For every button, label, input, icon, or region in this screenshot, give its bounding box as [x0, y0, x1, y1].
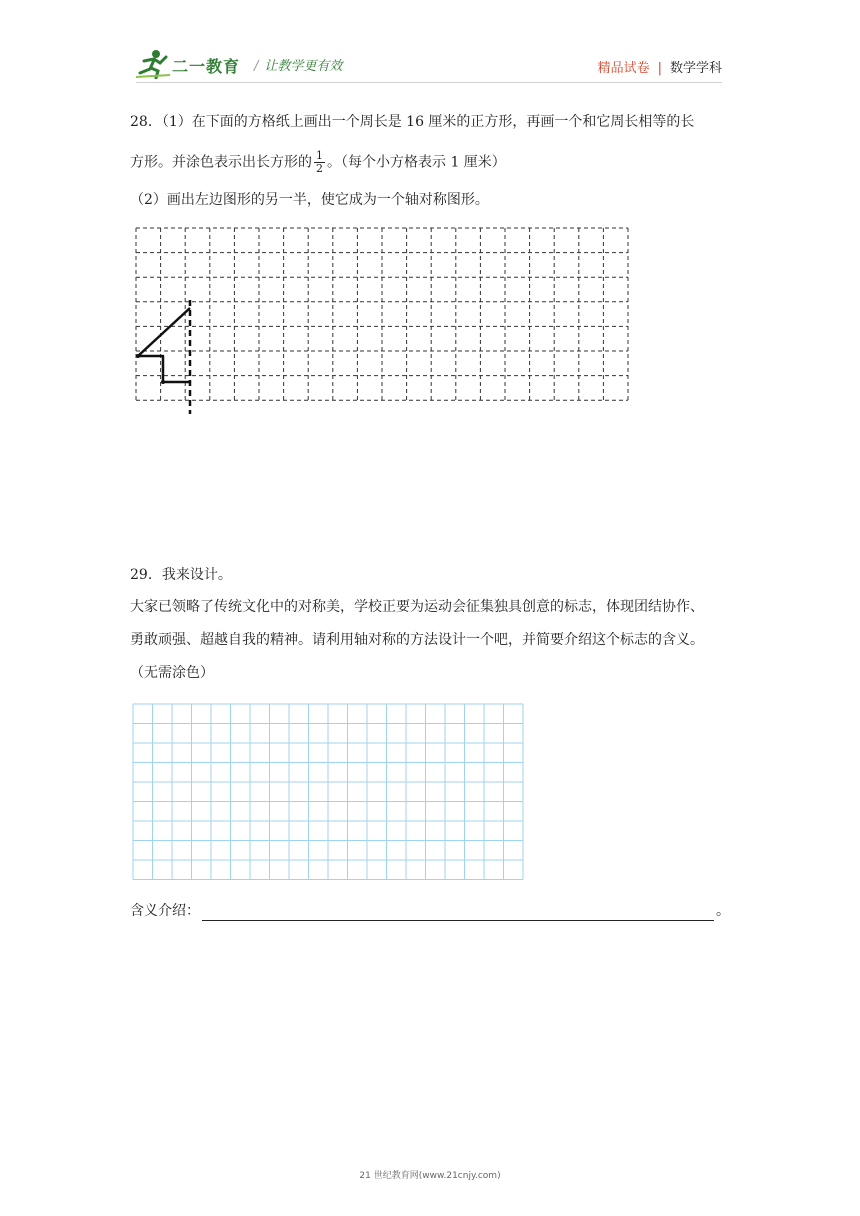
figure-vertex: [161, 380, 165, 384]
answer-label: 含义介绍：: [130, 903, 200, 919]
fraction-one-half: [314, 150, 325, 175]
q29-design-grid: [132, 703, 528, 881]
q29-para1: 大家已领略了传统文化中的对称美，学校正要为运动会征集独具创意的标志，体现团结协作、: [130, 599, 704, 615]
page-header: [136, 48, 722, 80]
q29-title: 29．我来设计。: [130, 567, 232, 583]
header-label-subject: 数学学科: [669, 61, 722, 76]
half-figure: [138, 308, 190, 382]
logo: [136, 48, 246, 80]
header-divider: [136, 82, 722, 83]
q29-para2: 勇敢顽强、超越自我的精神。请利用轴对称的方法设计一个吧，并简要介绍这个标志的含义。: [130, 632, 704, 648]
answer-blank[interactable]: [202, 906, 714, 921]
q28-line2-a: 方形。并涂色表示出长方形的: [130, 154, 312, 171]
fraction-denominator: 2: [316, 162, 323, 175]
header-label-quality: 精品试卷: [597, 61, 650, 76]
answer-end: 。: [716, 903, 730, 919]
q28-line1: 28．（1）在下面的方格纸上画出一个周长是 16 厘米的正方形，再画一个和它周长相等的长: [130, 114, 695, 130]
q28-dashed-grid: [132, 222, 632, 416]
q28-line2-b: 。（每个小方格表示 1 厘米）: [327, 154, 506, 171]
q28-line2: [130, 150, 506, 175]
runner-icon: [136, 49, 172, 79]
q29-answer-line: [130, 901, 730, 921]
logo-text: 二一教育: [172, 57, 241, 76]
header-separator: |: [657, 61, 662, 76]
q29-para3: （无需涂色）: [130, 665, 214, 681]
q28-line3: （2）画出左边图形的另一半，使它成为一个轴对称图形。: [130, 192, 489, 208]
slogan: / 让教学更有效: [254, 59, 343, 74]
figure-vertex: [136, 354, 140, 358]
fraction-numerator: 1: [316, 149, 323, 162]
slogan-text: 让教学更有效: [264, 59, 343, 74]
header-right: [598, 57, 722, 76]
page-footer: 21 世纪教育网(www.21cnjy.com): [359, 1171, 501, 1181]
